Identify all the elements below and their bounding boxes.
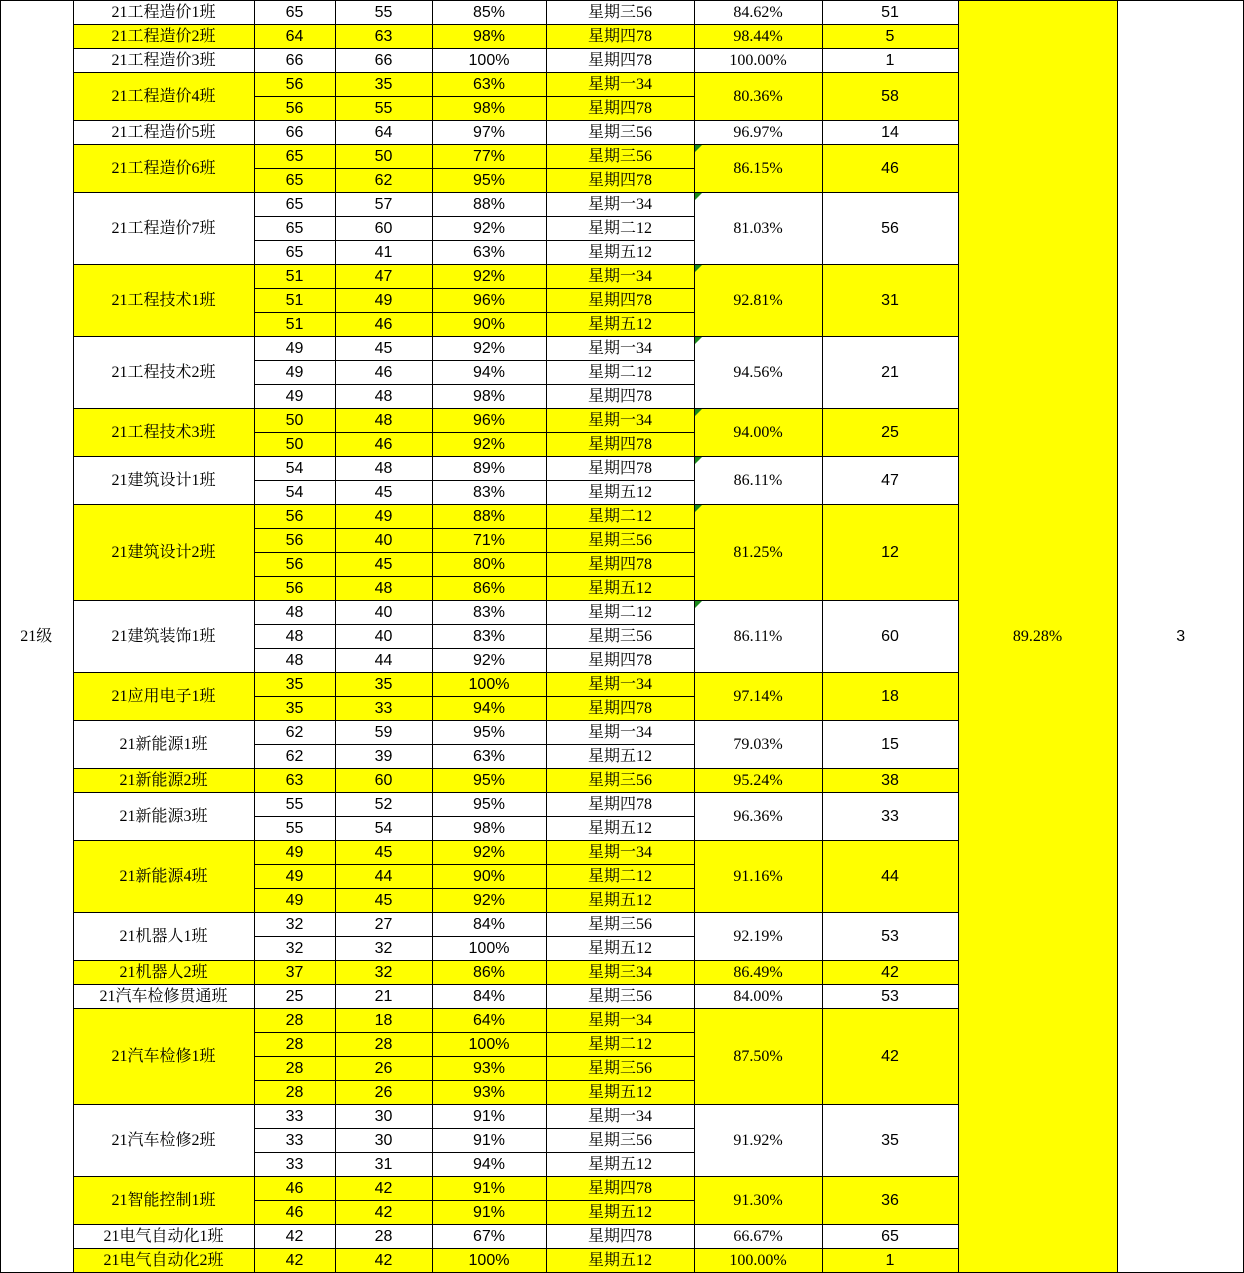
session-cell[interactable]: 星期三56: [546, 1129, 694, 1153]
class-rank-cell[interactable]: 36: [822, 1177, 958, 1225]
class-rank-cell[interactable]: 53: [822, 985, 958, 1009]
rate-cell[interactable]: 63%: [432, 73, 546, 97]
class-average-cell[interactable]: 96.97%: [694, 121, 822, 145]
enrolled-cell[interactable]: 55: [254, 793, 335, 817]
class-rank-cell[interactable]: 42: [822, 1009, 958, 1105]
session-cell[interactable]: 星期一34: [546, 1105, 694, 1129]
enrolled-cell[interactable]: 49: [254, 361, 335, 385]
class-average-cell[interactable]: 87.50%: [694, 1009, 822, 1105]
enrolled-cell[interactable]: 28: [254, 1081, 335, 1105]
enrolled-cell[interactable]: 65: [254, 145, 335, 169]
rate-cell[interactable]: 94%: [432, 361, 546, 385]
enrolled-cell[interactable]: 56: [254, 97, 335, 121]
class-name-cell[interactable]: 21工程造价4班: [73, 73, 254, 121]
present-cell[interactable]: 42: [335, 1201, 432, 1225]
session-cell[interactable]: 星期三56: [546, 121, 694, 145]
rate-cell[interactable]: 94%: [432, 1153, 546, 1177]
class-name-cell[interactable]: 21新能源2班: [73, 769, 254, 793]
class-average-cell[interactable]: 100.00%: [694, 1249, 822, 1273]
enrolled-cell[interactable]: 55: [254, 817, 335, 841]
enrolled-cell[interactable]: 51: [254, 313, 335, 337]
enrolled-cell[interactable]: 49: [254, 841, 335, 865]
present-cell[interactable]: 35: [335, 73, 432, 97]
class-average-cell[interactable]: 95.24%: [694, 769, 822, 793]
present-cell[interactable]: 50: [335, 145, 432, 169]
class-average-cell[interactable]: 97.14%: [694, 673, 822, 721]
present-cell[interactable]: 49: [335, 289, 432, 313]
session-cell[interactable]: 星期五12: [546, 1153, 694, 1177]
enrolled-cell[interactable]: 50: [254, 433, 335, 457]
rate-cell[interactable]: 100%: [432, 49, 546, 73]
class-average-cell[interactable]: 84.00%: [694, 985, 822, 1009]
session-cell[interactable]: 星期五12: [546, 481, 694, 505]
rate-cell[interactable]: 84%: [432, 913, 546, 937]
rate-cell[interactable]: 100%: [432, 673, 546, 697]
session-cell[interactable]: 星期二12: [546, 217, 694, 241]
session-cell[interactable]: 星期一34: [546, 673, 694, 697]
session-cell[interactable]: 星期四78: [546, 793, 694, 817]
present-cell[interactable]: 18: [335, 1009, 432, 1033]
present-cell[interactable]: 54: [335, 817, 432, 841]
rate-cell[interactable]: 64%: [432, 1009, 546, 1033]
class-average-cell[interactable]: 91.16%: [694, 841, 822, 913]
present-cell[interactable]: 62: [335, 169, 432, 193]
enrolled-cell[interactable]: 33: [254, 1153, 335, 1177]
session-cell[interactable]: 星期三34: [546, 961, 694, 985]
session-cell[interactable]: 星期二12: [546, 361, 694, 385]
class-rank-cell[interactable]: 44: [822, 841, 958, 913]
class-rank-cell[interactable]: 56: [822, 193, 958, 265]
class-average-cell[interactable]: 91.30%: [694, 1177, 822, 1225]
class-average-cell[interactable]: 92.81%: [694, 265, 822, 337]
present-cell[interactable]: 35: [335, 673, 432, 697]
rate-cell[interactable]: 71%: [432, 529, 546, 553]
session-cell[interactable]: 星期四78: [546, 49, 694, 73]
rate-cell[interactable]: 92%: [432, 265, 546, 289]
session-cell[interactable]: 星期五12: [546, 1201, 694, 1225]
present-cell[interactable]: 32: [335, 937, 432, 961]
enrolled-cell[interactable]: 66: [254, 121, 335, 145]
present-cell[interactable]: 28: [335, 1225, 432, 1249]
present-cell[interactable]: 60: [335, 769, 432, 793]
enrolled-cell[interactable]: 37: [254, 961, 335, 985]
present-cell[interactable]: 57: [335, 193, 432, 217]
present-cell[interactable]: 42: [335, 1177, 432, 1201]
enrolled-cell[interactable]: 65: [254, 217, 335, 241]
class-name-cell[interactable]: 21新能源1班: [73, 721, 254, 769]
session-cell[interactable]: 星期一34: [546, 337, 694, 361]
class-average-cell[interactable]: 100.00%: [694, 49, 822, 73]
rate-cell[interactable]: 88%: [432, 193, 546, 217]
class-name-cell[interactable]: 21汽车检修贯通班: [73, 985, 254, 1009]
rate-cell[interactable]: 92%: [432, 889, 546, 913]
present-cell[interactable]: 48: [335, 385, 432, 409]
rate-cell[interactable]: 100%: [432, 1249, 546, 1273]
present-cell[interactable]: 39: [335, 745, 432, 769]
present-cell[interactable]: 44: [335, 649, 432, 673]
rate-cell[interactable]: 93%: [432, 1057, 546, 1081]
class-rank-cell[interactable]: 1: [822, 1249, 958, 1273]
class-average-cell[interactable]: 94.56%: [694, 337, 822, 409]
present-cell[interactable]: 60: [335, 217, 432, 241]
present-cell[interactable]: 33: [335, 697, 432, 721]
session-cell[interactable]: 星期一34: [546, 721, 694, 745]
rate-cell[interactable]: 85%: [432, 1, 546, 25]
class-average-cell[interactable]: 96.36%: [694, 793, 822, 841]
present-cell[interactable]: 59: [335, 721, 432, 745]
enrolled-cell[interactable]: 32: [254, 937, 335, 961]
enrolled-cell[interactable]: 49: [254, 385, 335, 409]
rate-cell[interactable]: 93%: [432, 1081, 546, 1105]
rate-cell[interactable]: 90%: [432, 313, 546, 337]
enrolled-cell[interactable]: 33: [254, 1129, 335, 1153]
enrolled-cell[interactable]: 56: [254, 553, 335, 577]
class-average-cell[interactable]: 92.19%: [694, 913, 822, 961]
present-cell[interactable]: 49: [335, 505, 432, 529]
enrolled-cell[interactable]: 66: [254, 49, 335, 73]
enrolled-cell[interactable]: 32: [254, 913, 335, 937]
rate-cell[interactable]: 100%: [432, 937, 546, 961]
rate-cell[interactable]: 98%: [432, 385, 546, 409]
sheet-body: [0, 1, 1244, 1273]
rate-cell[interactable]: 91%: [432, 1201, 546, 1225]
rate-cell[interactable]: 95%: [432, 721, 546, 745]
enrolled-cell[interactable]: 33: [254, 1105, 335, 1129]
enrolled-cell[interactable]: 28: [254, 1057, 335, 1081]
session-cell[interactable]: 星期四78: [546, 1177, 694, 1201]
class-rank-cell[interactable]: 33: [822, 793, 958, 841]
present-cell[interactable]: 41: [335, 241, 432, 265]
class-average-cell[interactable]: 98.44%: [694, 25, 822, 49]
session-cell[interactable]: 星期二12: [546, 1033, 694, 1057]
class-rank-cell[interactable]: 12: [822, 505, 958, 601]
class-average-cell[interactable]: 79.03%: [694, 721, 822, 769]
class-name-cell[interactable]: 21工程技术2班: [73, 337, 254, 409]
enrolled-cell[interactable]: 49: [254, 889, 335, 913]
class-name-cell[interactable]: 21工程技术1班: [73, 265, 254, 337]
session-cell[interactable]: 星期三56: [546, 1057, 694, 1081]
enrolled-cell[interactable]: 42: [254, 1225, 335, 1249]
rate-cell[interactable]: 92%: [432, 841, 546, 865]
rate-cell[interactable]: 92%: [432, 337, 546, 361]
rate-cell[interactable]: 98%: [432, 817, 546, 841]
rate-cell[interactable]: 86%: [432, 577, 546, 601]
enrolled-cell[interactable]: 50: [254, 409, 335, 433]
present-cell[interactable]: 55: [335, 97, 432, 121]
session-cell[interactable]: 星期四78: [546, 289, 694, 313]
class-name-cell[interactable]: 21工程造价7班: [73, 193, 254, 265]
grade-rank-cell[interactable]: 3: [1117, 1, 1244, 1273]
class-average-cell[interactable]: 86.11%: [694, 457, 822, 505]
session-cell[interactable]: 星期四78: [546, 97, 694, 121]
rate-cell[interactable]: 88%: [432, 505, 546, 529]
enrolled-cell[interactable]: 35: [254, 673, 335, 697]
enrolled-cell[interactable]: 51: [254, 289, 335, 313]
present-cell[interactable]: 40: [335, 625, 432, 649]
session-cell[interactable]: 星期五12: [546, 817, 694, 841]
session-cell[interactable]: 星期四78: [546, 457, 694, 481]
present-cell[interactable]: 46: [335, 433, 432, 457]
class-average-cell[interactable]: 86.49%: [694, 961, 822, 985]
rate-cell[interactable]: 98%: [432, 25, 546, 49]
class-average-cell[interactable]: 84.62%: [694, 1, 822, 25]
present-cell[interactable]: 66: [335, 49, 432, 73]
class-name-cell[interactable]: 21工程造价2班: [73, 25, 254, 49]
rate-cell[interactable]: 91%: [432, 1177, 546, 1201]
session-cell[interactable]: 星期一34: [546, 841, 694, 865]
present-cell[interactable]: 45: [335, 337, 432, 361]
rate-cell[interactable]: 94%: [432, 697, 546, 721]
present-cell[interactable]: 48: [335, 457, 432, 481]
rate-cell[interactable]: 83%: [432, 601, 546, 625]
table-row: [0, 1, 1244, 25]
rate-cell[interactable]: 89%: [432, 457, 546, 481]
grade-cell[interactable]: 21级: [20, 627, 53, 645]
present-cell[interactable]: 63: [335, 25, 432, 49]
class-name-cell[interactable]: 21机器人2班: [73, 961, 254, 985]
rate-cell[interactable]: 67%: [432, 1225, 546, 1249]
class-rank-cell[interactable]: 14: [822, 121, 958, 145]
present-cell[interactable]: 52: [335, 793, 432, 817]
present-cell[interactable]: 42: [335, 1249, 432, 1273]
rate-cell[interactable]: 92%: [432, 217, 546, 241]
enrolled-cell[interactable]: 56: [254, 505, 335, 529]
rate-cell[interactable]: 96%: [432, 409, 546, 433]
present-cell[interactable]: 27: [335, 913, 432, 937]
class-rank-cell[interactable]: 15: [822, 721, 958, 769]
session-cell[interactable]: 星期三56: [546, 145, 694, 169]
class-name-cell[interactable]: 21智能控制1班: [73, 1177, 254, 1225]
present-cell[interactable]: 55: [335, 1, 432, 25]
enrolled-cell[interactable]: 28: [254, 1033, 335, 1057]
class-rank-cell[interactable]: 53: [822, 913, 958, 961]
session-cell[interactable]: 星期三56: [546, 985, 694, 1009]
session-cell[interactable]: 星期二12: [546, 601, 694, 625]
session-cell[interactable]: 星期四78: [546, 433, 694, 457]
class-rank-cell[interactable]: 21: [822, 337, 958, 409]
present-cell[interactable]: 46: [335, 313, 432, 337]
enrolled-cell[interactable]: 56: [254, 529, 335, 553]
class-rank-cell[interactable]: 1: [822, 49, 958, 73]
class-rank-cell[interactable]: 46: [822, 145, 958, 193]
present-cell[interactable]: 45: [335, 553, 432, 577]
rate-cell[interactable]: 80%: [432, 553, 546, 577]
session-cell[interactable]: 星期三56: [546, 529, 694, 553]
enrolled-cell[interactable]: 42: [254, 1249, 335, 1273]
session-cell[interactable]: 星期三56: [546, 625, 694, 649]
session-cell[interactable]: 星期五12: [546, 241, 694, 265]
present-cell[interactable]: 44: [335, 865, 432, 889]
present-cell[interactable]: 45: [335, 889, 432, 913]
class-name-cell[interactable]: 21应用电子1班: [73, 673, 254, 721]
rate-cell[interactable]: 84%: [432, 985, 546, 1009]
session-cell[interactable]: 星期五12: [546, 577, 694, 601]
enrolled-cell[interactable]: 65: [254, 193, 335, 217]
session-cell[interactable]: 星期三56: [546, 769, 694, 793]
enrolled-cell[interactable]: 65: [254, 241, 335, 265]
present-cell[interactable]: 30: [335, 1105, 432, 1129]
session-cell[interactable]: 星期一34: [546, 73, 694, 97]
class-average-cell[interactable]: 94.00%: [694, 409, 822, 457]
class-rank-cell[interactable]: 38: [822, 769, 958, 793]
present-cell[interactable]: 47: [335, 265, 432, 289]
enrolled-cell[interactable]: 48: [254, 625, 335, 649]
rate-cell[interactable]: 91%: [432, 1129, 546, 1153]
rate-cell[interactable]: 63%: [432, 745, 546, 769]
class-name-cell[interactable]: 21工程造价1班: [73, 1, 254, 25]
present-cell[interactable]: 48: [335, 577, 432, 601]
session-cell[interactable]: 星期三56: [546, 1, 694, 25]
session-cell[interactable]: 星期三56: [546, 913, 694, 937]
rate-cell[interactable]: 97%: [432, 121, 546, 145]
session-cell[interactable]: 星期一34: [546, 193, 694, 217]
session-cell[interactable]: 星期二12: [546, 865, 694, 889]
class-name-cell[interactable]: 21新能源3班: [73, 793, 254, 841]
class-name-cell[interactable]: 21工程造价6班: [73, 145, 254, 193]
class-rank-cell[interactable]: 58: [822, 73, 958, 121]
rate-cell[interactable]: 77%: [432, 145, 546, 169]
present-cell[interactable]: 32: [335, 961, 432, 985]
class-name-cell[interactable]: 21工程技术3班: [73, 409, 254, 457]
rate-cell[interactable]: 63%: [432, 241, 546, 265]
session-cell[interactable]: 星期四78: [546, 169, 694, 193]
rate-cell[interactable]: 86%: [432, 961, 546, 985]
enrolled-cell[interactable]: 51: [254, 265, 335, 289]
present-cell[interactable]: 31: [335, 1153, 432, 1177]
class-average-cell[interactable]: 81.03%: [694, 193, 822, 265]
class-name-cell[interactable]: 21电气自动化2班: [73, 1249, 254, 1273]
enrolled-cell[interactable]: 64: [254, 25, 335, 49]
present-cell[interactable]: 26: [335, 1081, 432, 1105]
enrolled-cell[interactable]: 62: [254, 721, 335, 745]
class-average-cell[interactable]: 66.67%: [694, 1225, 822, 1249]
session-cell[interactable]: 星期五12: [546, 745, 694, 769]
session-cell[interactable]: 星期四78: [546, 1225, 694, 1249]
present-cell[interactable]: 30: [335, 1129, 432, 1153]
session-cell[interactable]: 星期五12: [546, 937, 694, 961]
class-name-cell[interactable]: 21汽车检修2班: [73, 1105, 254, 1177]
class-rank-cell[interactable]: 35: [822, 1105, 958, 1177]
class-rank-cell[interactable]: 42: [822, 961, 958, 985]
enrolled-cell[interactable]: 35: [254, 697, 335, 721]
present-cell[interactable]: 48: [335, 409, 432, 433]
session-cell[interactable]: 星期四78: [546, 649, 694, 673]
enrolled-cell[interactable]: 49: [254, 865, 335, 889]
class-rank-cell[interactable]: 25: [822, 409, 958, 457]
class-rank-cell[interactable]: 60: [822, 601, 958, 673]
rate-cell[interactable]: 95%: [432, 169, 546, 193]
present-cell[interactable]: 40: [335, 601, 432, 625]
present-cell[interactable]: 46: [335, 361, 432, 385]
class-name-cell[interactable]: 21建筑设计1班: [73, 457, 254, 505]
enrolled-cell[interactable]: 56: [254, 73, 335, 97]
class-name-cell[interactable]: 21汽车检修1班: [73, 1009, 254, 1105]
class-average-cell[interactable]: 86.15%: [694, 145, 822, 193]
class-average-cell[interactable]: 81.25%: [694, 505, 822, 601]
session-cell[interactable]: 星期一34: [546, 1009, 694, 1033]
present-cell[interactable]: 40: [335, 529, 432, 553]
present-cell[interactable]: 28: [335, 1033, 432, 1057]
rate-cell[interactable]: 95%: [432, 793, 546, 817]
class-rank-cell[interactable]: 5: [822, 25, 958, 49]
enrolled-cell[interactable]: 28: [254, 1009, 335, 1033]
session-cell[interactable]: 星期四78: [546, 25, 694, 49]
rate-cell[interactable]: 96%: [432, 289, 546, 313]
enrolled-cell[interactable]: 56: [254, 577, 335, 601]
class-rank-cell[interactable]: 65: [822, 1225, 958, 1249]
enrolled-cell[interactable]: 54: [254, 457, 335, 481]
session-cell[interactable]: 星期五12: [546, 889, 694, 913]
present-cell[interactable]: 45: [335, 841, 432, 865]
enrolled-cell[interactable]: 48: [254, 601, 335, 625]
grade-average-cell[interactable]: 89.28%: [958, 1, 1117, 1273]
class-name-cell[interactable]: 21机器人1班: [73, 913, 254, 961]
rate-cell[interactable]: 100%: [432, 1033, 546, 1057]
class-name-cell[interactable]: 21电气自动化1班: [73, 1225, 254, 1249]
class-average-cell[interactable]: 80.36%: [694, 73, 822, 121]
enrolled-cell[interactable]: 62: [254, 745, 335, 769]
session-cell[interactable]: 星期五12: [546, 313, 694, 337]
session-cell[interactable]: 星期二12: [546, 505, 694, 529]
session-cell[interactable]: 星期四78: [546, 553, 694, 577]
rate-cell[interactable]: 92%: [432, 433, 546, 457]
enrolled-cell[interactable]: 54: [254, 481, 335, 505]
present-cell[interactable]: 26: [335, 1057, 432, 1081]
session-cell[interactable]: 星期一34: [546, 409, 694, 433]
enrolled-cell[interactable]: 65: [254, 169, 335, 193]
session-cell[interactable]: 星期四78: [546, 697, 694, 721]
rate-cell[interactable]: 95%: [432, 769, 546, 793]
class-rank-cell[interactable]: 31: [822, 265, 958, 337]
rate-cell[interactable]: 98%: [432, 97, 546, 121]
session-cell[interactable]: 星期五12: [546, 1081, 694, 1105]
class-rank-cell[interactable]: 47: [822, 457, 958, 505]
enrolled-cell[interactable]: 65: [254, 1, 335, 25]
present-cell[interactable]: 64: [335, 121, 432, 145]
class-rank-cell[interactable]: 51: [822, 1, 958, 25]
rate-cell[interactable]: 83%: [432, 625, 546, 649]
class-average-cell[interactable]: 91.92%: [694, 1105, 822, 1177]
class-rank-cell[interactable]: 18: [822, 673, 958, 721]
enrolled-cell[interactable]: 48: [254, 649, 335, 673]
class-name-cell[interactable]: 21建筑装饰1班: [73, 601, 254, 673]
present-cell[interactable]: 45: [335, 481, 432, 505]
session-cell[interactable]: 星期五12: [546, 1249, 694, 1273]
session-cell[interactable]: 星期一34: [546, 265, 694, 289]
rate-cell[interactable]: 92%: [432, 649, 546, 673]
class-name-cell[interactable]: 21新能源4班: [73, 841, 254, 913]
rate-cell[interactable]: 91%: [432, 1105, 546, 1129]
enrolled-cell[interactable]: 46: [254, 1201, 335, 1225]
class-average-cell[interactable]: 86.11%: [694, 601, 822, 673]
rate-cell[interactable]: 83%: [432, 481, 546, 505]
class-name-cell[interactable]: 21工程造价5班: [73, 121, 254, 145]
enrolled-cell[interactable]: 25: [254, 985, 335, 1009]
session-cell[interactable]: 星期四78: [546, 385, 694, 409]
class-name-cell[interactable]: 21工程造价3班: [73, 49, 254, 73]
enrolled-cell[interactable]: 49: [254, 337, 335, 361]
class-name-cell[interactable]: 21建筑设计2班: [73, 505, 254, 601]
rate-cell[interactable]: 90%: [432, 865, 546, 889]
present-cell[interactable]: 21: [335, 985, 432, 1009]
enrolled-cell[interactable]: 63: [254, 769, 335, 793]
enrolled-cell[interactable]: 46: [254, 1177, 335, 1201]
